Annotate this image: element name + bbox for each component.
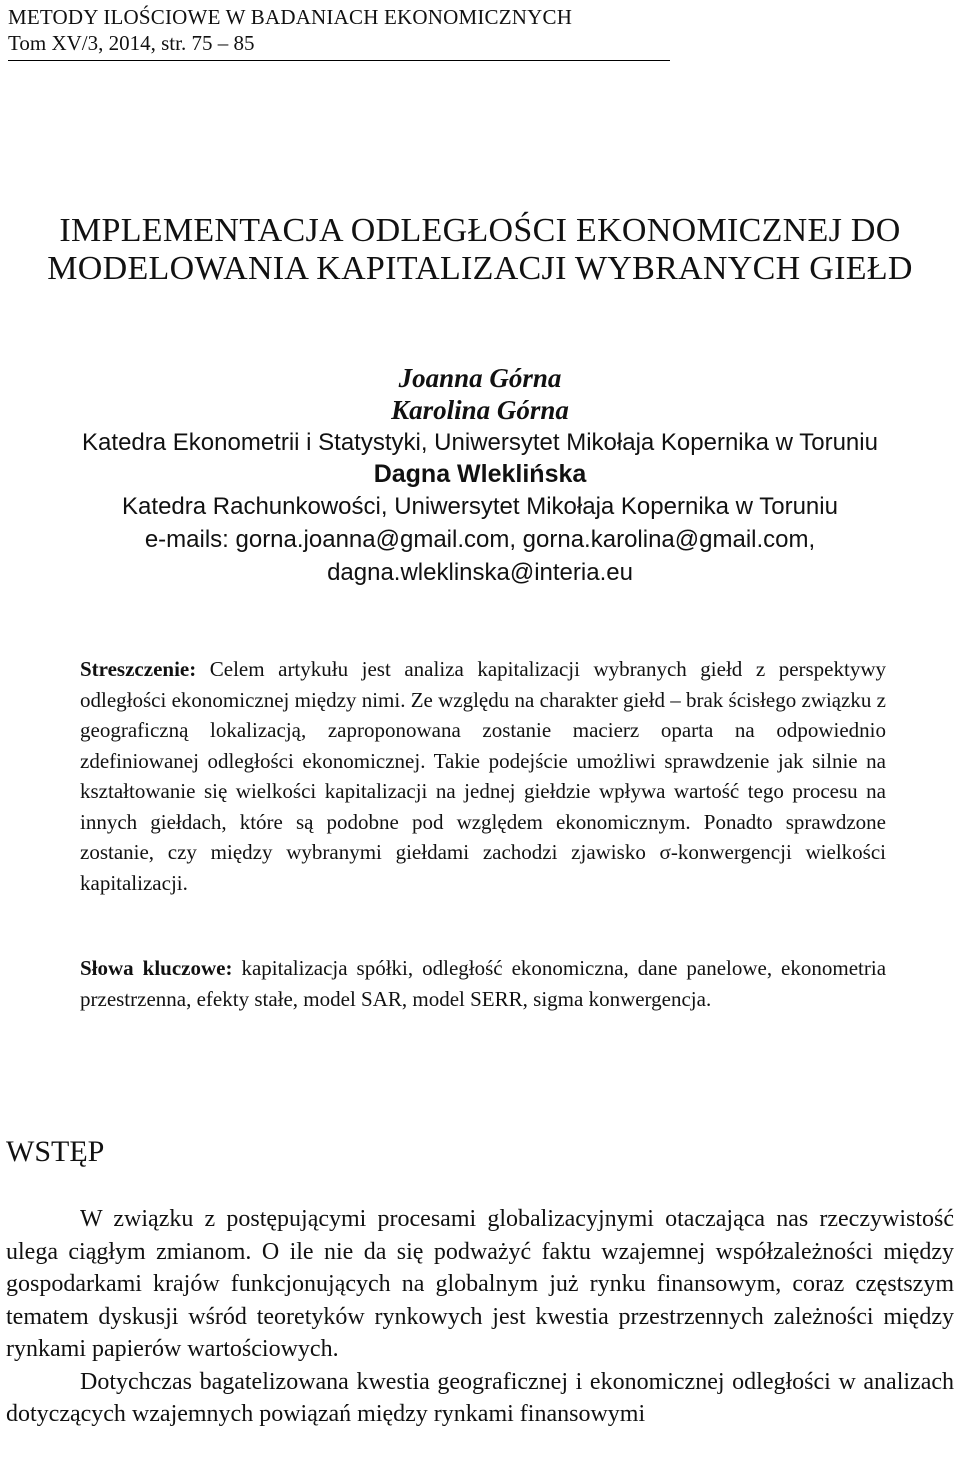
body-paragraph-2: Dotychczas bagatelizowana kwestia geograficznej i ekonomicznej odległości w analizach dotyczących wzajemnych powiązań między rynkami finansowymi: [6, 1368, 954, 1427]
keywords: [80, 953, 886, 1014]
affiliation-1: Katedra Ekonometrii i Statystyki, Uniwersytet Mikołaja Kopernika w Toruniu: [82, 429, 878, 456]
body-text: [6, 1203, 954, 1431]
author-name-3: Dagna Wleklińska: [373, 460, 587, 488]
journal-name: METODY ILOŚCIOWE W BADANIACH EKONOMICZNYCH: [8, 5, 573, 29]
journal-volume-info: Tom XV/3, 2014, str. 75 – 85: [8, 31, 255, 55]
author-name-1: Joanna Górna: [398, 363, 562, 393]
body-paragraph-1: W związku z postępującymi procesami globalizacyjnymi otaczająca nas rzeczywistość ulega ciągłym zmianom. O ile nie da się podważyć faktu wzajemnej współzależności między gospodarkami krajów funkcjonujących na globalnym już rynku finansowym, coraz częstszym tematem dyskusji wśród teoretyków rynkowych jest kwestia przestrzennych zależności między rynkami papierów wartościowych.: [6, 1206, 954, 1362]
header-divider: [8, 60, 670, 61]
affiliation-2: Katedra Rachunkowości, Uniwersytet Mikołaja Kopernika w Toruniu: [122, 493, 838, 520]
keywords-label: Słowa kluczowe:: [80, 956, 233, 980]
abstract-label: Streszczenie:: [80, 657, 197, 681]
keywords-text: kapitalizacja spółki, odległość ekonomiczna, dane panelowe, ekonometria przestrzenna, efekty stałe, model SAR, model SERR, sigma konwergencja.: [80, 956, 887, 1011]
section-heading: WSTĘP: [6, 1135, 105, 1168]
emails-line-2: dagna.wleklinska@interia.eu: [327, 559, 633, 586]
paper-title: [0, 212, 960, 288]
author-name-2: Karolina Górna: [391, 395, 569, 425]
journal-header: [8, 4, 668, 56]
title-line-2: MODELOWANIA KAPITALIZACJI WYBRANYCH GIEŁD: [47, 250, 913, 287]
abstract-text: Celem artykułu jest analiza kapitalizacji wybranych giełd z perspektywy odległości ekonomicznej między nimi. Ze względu na charakter giełd – brak ścisłego związku z geograficzną lokalizacją, zaproponowana zostanie macierz oparta na odpowiednio zdefiniowanej odległości ekonomicznej. Takie podejście umożliwi sprawdzenie jak silnie na kształtowanie się wielkości kapitalizacji na jednej giełdzie wpływa wartość tego procesu na innych giełdach, które są podobne pod względem ekonomicznym. Ponadto sprawdzone zostanie, czy między wybranymi giełdami zachodzi zjawisko σ-konwergencji wielkości kapitalizacji.: [80, 657, 887, 895]
abstract: [80, 654, 886, 898]
title-line-1: IMPLEMENTACJA ODLEGŁOŚCI EKONOMICZNEJ DO: [59, 212, 901, 249]
emails-line-1: e-mails: gorna.joanna@gmail.com, gorna.karolina@gmail.com,: [144, 526, 816, 553]
author-block: [0, 362, 960, 589]
